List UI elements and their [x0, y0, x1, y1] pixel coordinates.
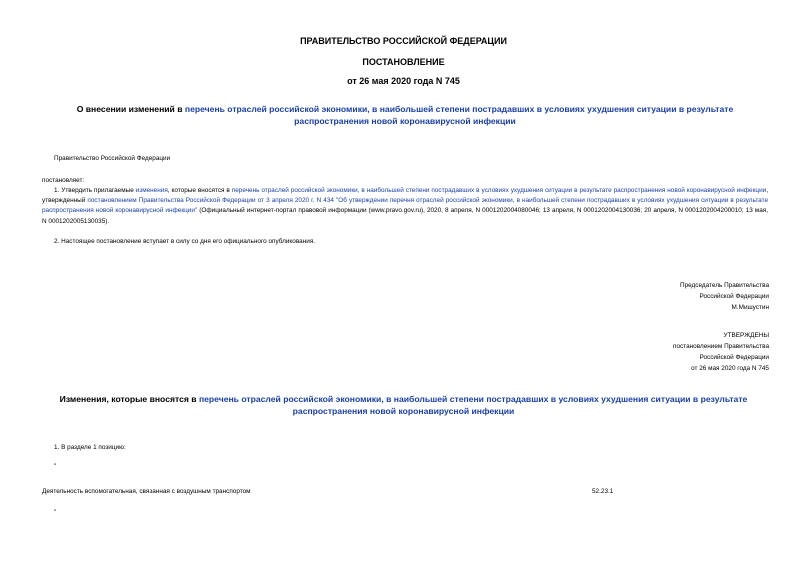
p1-text-c: , утвержденный [42, 187, 768, 205]
approved-block [673, 330, 769, 374]
government-heading: ПРАВИТЕЛЬСТВО РОССИЙСКОЙ ФЕДЕРАЦИИ [300, 36, 507, 46]
title-link[interactable]: перечень отраслей российской экономики, в наибольшей степени пострадавших в условиях ухудшения ситуации в результате распространения новой коронавирусной инфекции [184, 104, 734, 126]
signature-line-2: Российской Федерации [699, 293, 769, 300]
document-title [60, 103, 750, 127]
title-prefix: О внесении изменений в [76, 104, 185, 114]
p1-link-list[interactable]: перечень отраслей российской экономики, в наибольшей степени пострадавших в условиях ухудшения ситуации в результате распространения новой коронавирусной инфекции [231, 187, 767, 194]
paragraph-2: 2. Настоящее постановление вступает в силу со дня его официального опубликования. [54, 238, 316, 245]
changes-title-link[interactable]: перечень отраслей российской экономики, в наибольшей степени пострадавших в условиях ухудшения ситуации в результате распространения новой коронавирусной инфекции [198, 394, 748, 416]
approved-line-3: Российской Федерации [699, 354, 769, 361]
change-item-1: 1. В разделе 1 позицию: [54, 444, 126, 451]
approved-line-2: постановлением Правительства [673, 343, 769, 350]
quote-open: " [54, 463, 57, 470]
p1-link-changes[interactable]: изменения [135, 187, 168, 194]
changes-title [40, 393, 767, 417]
changes-title-prefix: Изменения, которые вносятся в [59, 394, 199, 404]
approved-line-4: от 26 мая 2020 года N 745 [691, 365, 769, 372]
signature-block [680, 280, 769, 313]
decrees-label: постановляет: [42, 177, 85, 184]
p1-text-a: 1. Утвердить прилагаемые [54, 187, 136, 194]
approved-line-1: УТВЕРЖДЕНЫ [723, 332, 769, 339]
p1-link-decree[interactable]: постановлением Правительства Российской Федерации от 3 апреля 2020 г. N 434 "Об утверждении перечня отраслей российской экономики, в наибольшей степени пострадавших в условиях ухудшения ситуации в результате распространения новой коронавирусной инфекции" [42, 197, 769, 215]
signature-line-1: Председатель Правительства [680, 282, 769, 289]
document-type: ПОСТАНОВЛЕНИЕ [362, 57, 445, 67]
p1-text-b: , которые вносятся в [167, 187, 232, 194]
paragraph-1 [42, 186, 768, 227]
document-date-number: от 26 мая 2020 года N 745 [347, 76, 460, 86]
table-row-activity: Деятельность вспомогательная, связанная с воздушным транспортом [42, 488, 251, 495]
signature-line-3: М.Мишустин [731, 304, 769, 311]
table-row-code: 52.23.1 [592, 488, 614, 495]
p1-text-d: (Официальный интернет-портал правовой информации (www.pravo.gov.ru), 2020, 8 апреля, N 0001202004080046; 13 апреля, N 0001202004130036; 20 апреля, N 0001202004200010; 13 мая, N 0001202005130035). [42, 207, 768, 225]
quote-close: " [54, 509, 57, 516]
government-label: Правительство Российской Федерации [54, 155, 171, 162]
